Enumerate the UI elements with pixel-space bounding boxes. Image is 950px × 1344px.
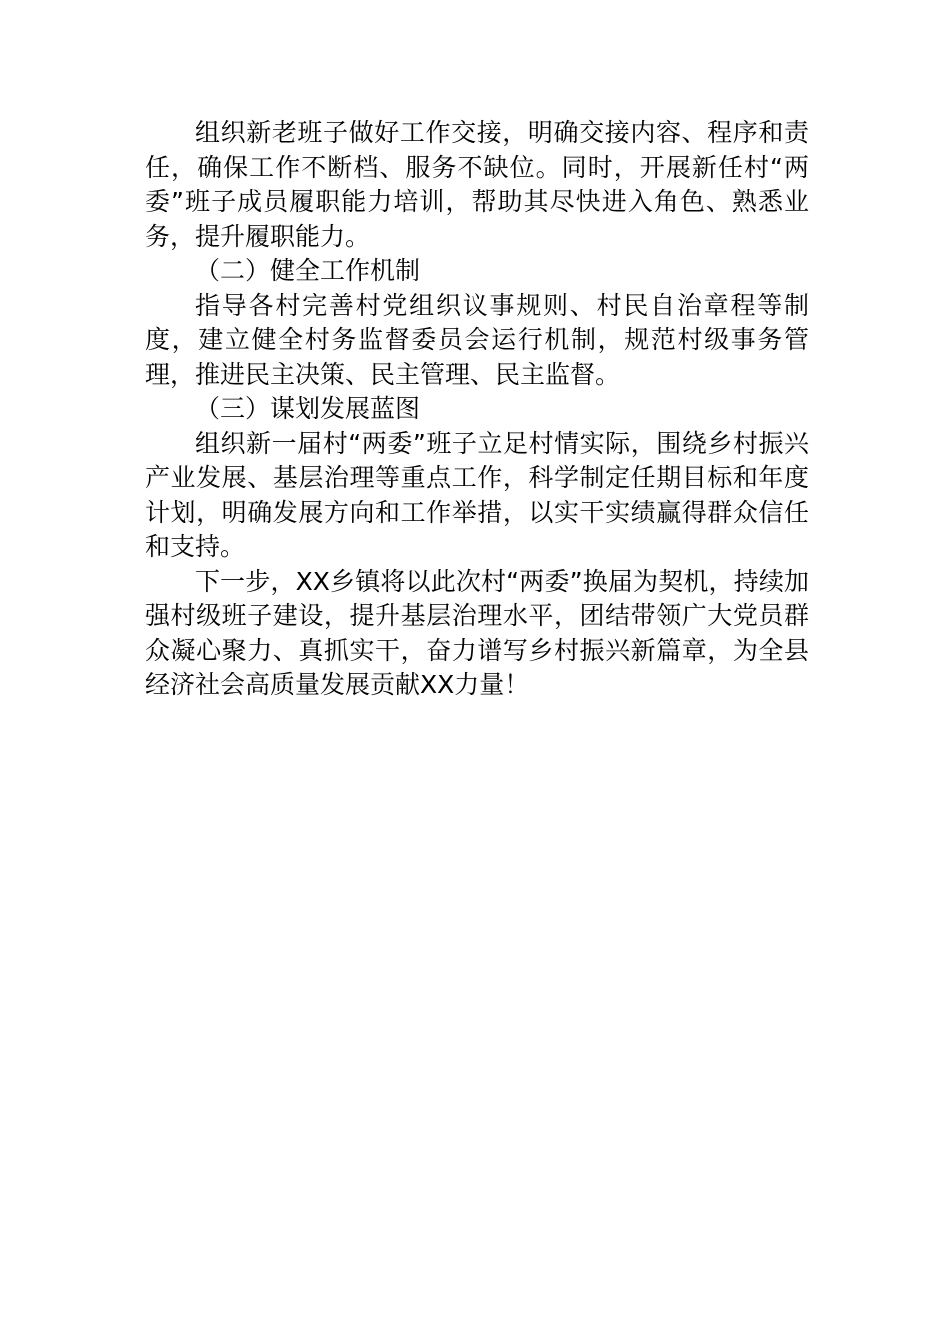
section-heading-development-blueprint: （三）谋划发展蓝图: [195, 394, 421, 423]
paragraph-next-steps: 下一步，XX乡镇将以此次村“两委”换届为契机，持续加强村级班子建设，提升基层治理水平，团结带领广大党员群众凝心聚力、真抓实干，奋力谱写乡村振兴新篇章，为全县经济社会高质量发展贡献XX力量！: [145, 566, 809, 699]
paragraph-work-mechanism: 指导各村完善村党组织议事规则、村民自治章程等制度，建立健全村务监督委员会运行机制，规范村级事务管理，推进民主决策、民主管理、民主监督。: [145, 290, 809, 389]
section-heading-work-mechanism: （二）健全工作机制: [195, 256, 421, 285]
document-body: [145, 116, 809, 703]
paragraph-handover-training: 组织新老班子做好工作交接，明确交接内容、程序和责任，确保工作不断档、服务不缺位。同时，开展新任村“两委”班子成员履职能力培训，帮助其尽快进入角色、熟悉业务，提升履职能力。: [145, 118, 809, 251]
paragraph-development-blueprint: 组织新一届村“两委”班子立足村情实际，围绕乡村振兴产业发展、基层治理等重点工作，科学制定任期目标和年度计划，明确发展方向和工作举措，以实干实绩赢得群众信任和支持。: [145, 428, 809, 561]
